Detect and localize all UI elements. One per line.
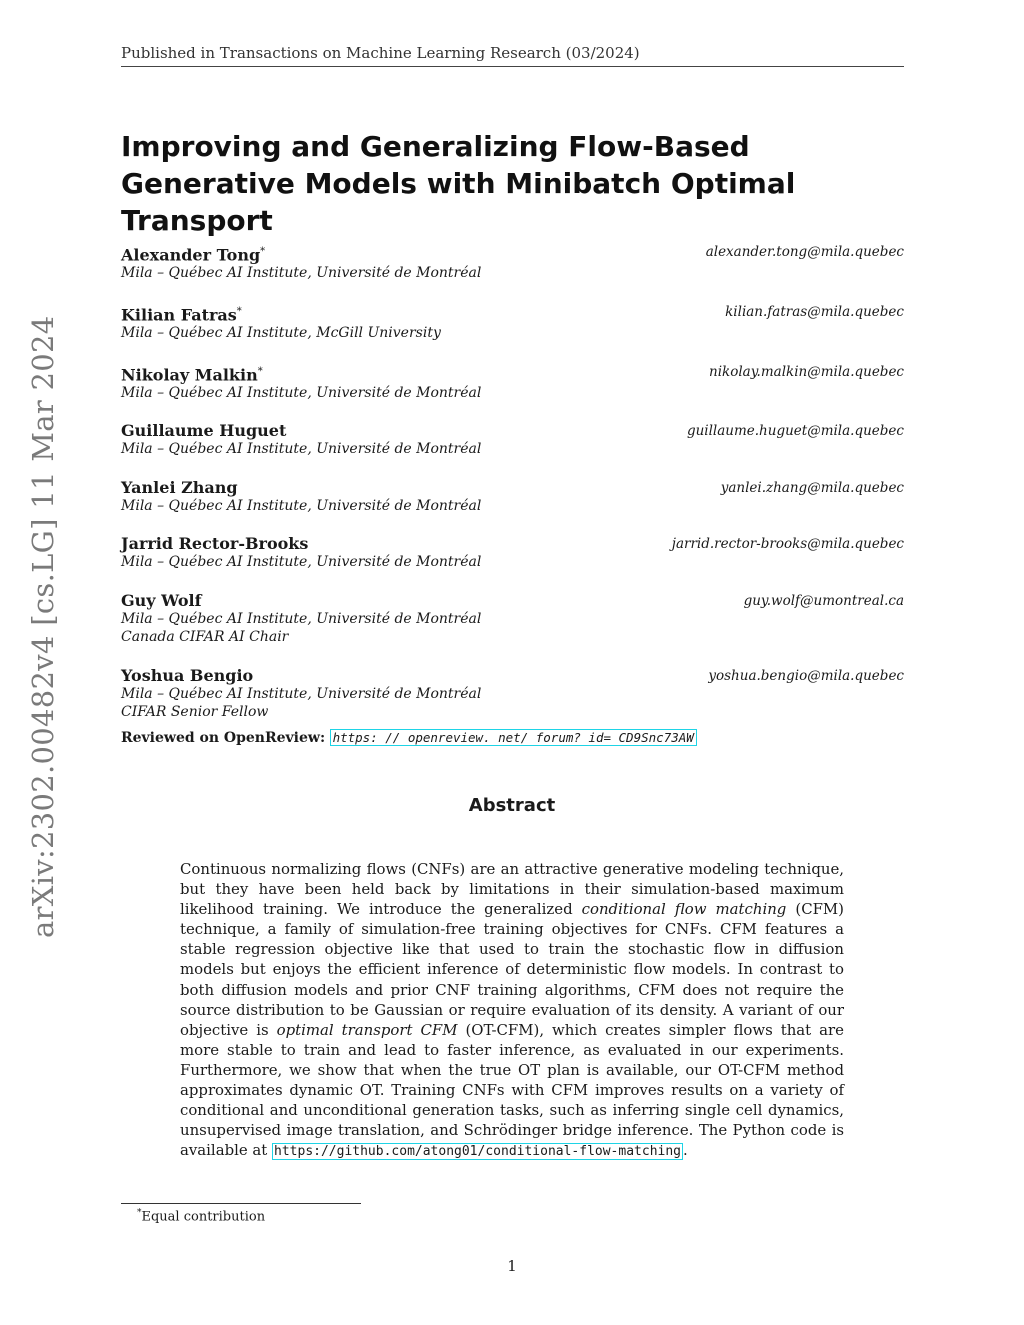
author-email[interactable]: yanlei.zhang@mila.quebec [720,479,904,496]
author-email[interactable]: guy.wolf@umontreal.ca [743,592,904,609]
author-email[interactable]: alexander.tong@mila.quebec [705,244,904,260]
author-block [121,478,904,516]
author-email[interactable]: kilian.fatras@mila.quebec [725,303,904,320]
author-affiliation: Mila – Québec AI Institute, Université de Montréal [121,384,482,401]
author-affiliation: Mila – Québec AI Institute, Université de Montréal [121,685,482,702]
author-block [121,362,904,403]
paper-title: Improving and Generalizing Flow-Based Generative Models with Minibatch Optimal Transport [121,130,796,237]
term-cfm: conditional flow matching [581,900,787,919]
author-email[interactable]: nikolay.malkin@mila.quebec [709,363,904,380]
openreview-label: Reviewed on OpenReview: [121,730,326,746]
author-affiliation: Mila – Québec AI Institute, Université de Montréal [121,265,482,282]
footnote: *Equal contribution [137,1208,266,1225]
openreview-link[interactable]: https: // openreview. net/ forum? id= CD9Snc73AW [330,729,697,746]
author-affiliation: Mila – Québec AI Institute, Université de Montréal [121,497,482,514]
page-number: 1 [507,1257,517,1275]
author-email[interactable]: jarrid.rector-brooks@mila.quebec [671,536,904,553]
author-affiliation: Mila – Québec AI Institute, Université de Montréal [121,610,482,627]
author-name: Guy Wolf [121,590,202,610]
author-block [121,302,904,343]
abstract-heading: Abstract [468,795,556,816]
openreview-line [121,730,697,746]
author-email[interactable]: yoshua.bengio@mila.quebec [708,667,904,684]
author-name: Yanlei Zhang [121,477,238,497]
arxiv-watermark: arXiv:2302.00482v4 [cs.LG] 11 Mar 2024 [26,315,60,938]
author-affiliation: Mila – Québec AI Institute, McGill University [121,325,441,342]
author-affiliation: Mila – Québec AI Institute, Université de Montréal [121,441,482,458]
running-header: Published in Transactions on Machine Learning Research (03/2024) [121,44,904,67]
author-block [121,421,904,459]
author-email[interactable]: guillaume.huguet@mila.quebec [686,423,904,440]
author-name: Alexander Tong* [121,245,266,265]
term-ot-cfm: optimal transport CFM [276,1020,458,1039]
author-affiliation: Canada CIFAR AI Chair [121,629,289,646]
footnote-divider [121,1203,361,1204]
author-list [121,242,904,741]
abstract-body: Continuous normalizing flows (CNFs) are an attractive generative modeling technique, but they have been held back by limitations in their simulation-based maximum likelihood training. We introduce the generalized conditional flow matching (CFM) technique, a family of simulation-free training objectives for CNFs. CFM features a stable regression objective like that used to train the stochastic flow in diffusion models but enjoys the efficient inference of deterministic flow models. In contrast to both diffusion models and prior CNF training algorithms, CFM does not require the source distribution to be Gaussian or require evaluation of its density. A variant of our objective is optimal transport CFM (OT-CFM), which creates simpler flows that are more stable to train and lead to faster inference, as evaluated in our experiments. Furthermore, we show that when the true OT plan is available, our OT-CFM method approximates dynamic OT. Training CNFs with CFM improves results on a variety of conditional and unconditional generation tasks, such as inferring single cell dynamics, unsupervised image translation, and Schrödinger bridge inference. The Python code is available at https://github.com/atong01/conditional-flow-matching . [180,860,844,1160]
author-name: Jarrid Rector-Brooks [121,534,309,554]
author-block [121,666,904,722]
github-link[interactable]: https://github.com/atong01/conditional-flow-matching [274,1144,682,1160]
author-name: Guillaume Huguet [121,421,287,441]
author-name: Nikolay Malkin* [121,364,263,384]
author-block [121,591,904,647]
author-name: Yoshua Bengio [121,665,254,685]
author-block [121,242,904,283]
author-affiliation: CIFAR Senior Fellow [121,704,269,721]
author-affiliation: Mila – Québec AI Institute, Université de Montréal [121,554,482,571]
author-name: Kilian Fatras* [121,305,242,325]
author-block [121,534,904,572]
